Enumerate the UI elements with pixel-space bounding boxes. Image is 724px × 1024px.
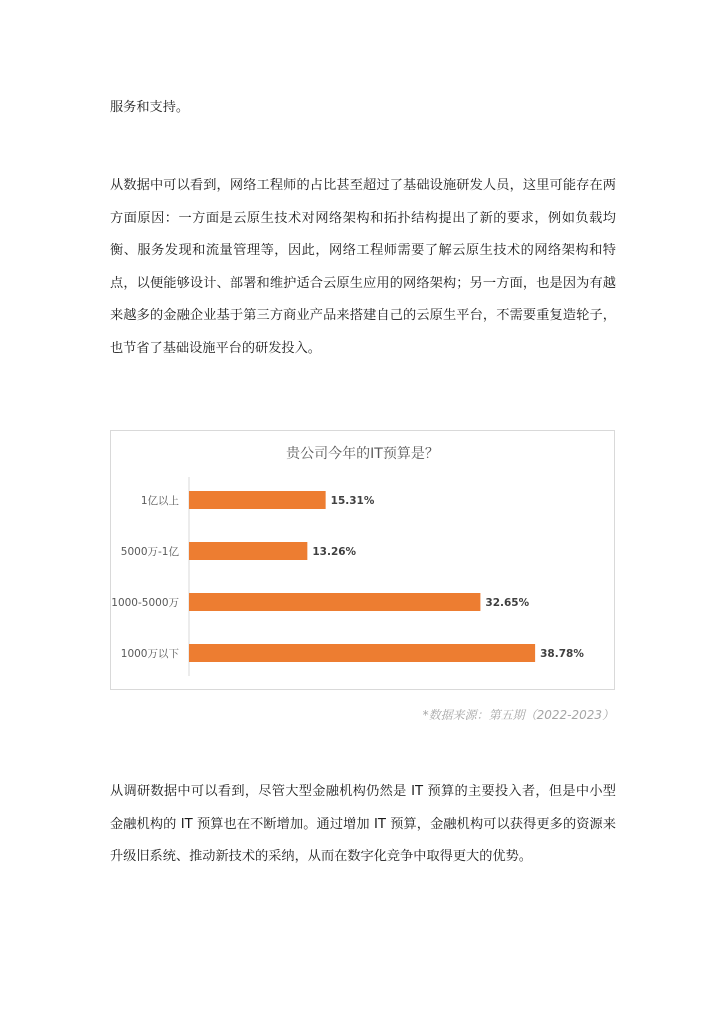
source-note: *数据来源：第五期（2022-2023） <box>422 708 614 722</box>
it-budget-chart <box>110 430 615 690</box>
chart-title: 贵公司今年的IT预算是？ <box>286 446 439 462</box>
bar <box>189 542 307 560</box>
category-label: 1000-5000万 <box>111 597 179 609</box>
category-label: 1000万以下 <box>120 648 179 660</box>
category-label: 5000万-1亿 <box>120 546 179 558</box>
paragraph-1: 服务和支持。 <box>110 100 190 115</box>
data-label: 38.78% <box>540 648 584 660</box>
bar <box>189 491 326 509</box>
data-label: 13.26% <box>312 546 357 558</box>
bar <box>189 644 535 662</box>
category-label: 1亿以上 <box>140 495 179 507</box>
bar <box>189 593 480 611</box>
chart-plot <box>111 431 614 689</box>
data-label: 15.31% <box>330 495 375 507</box>
paragraph-2: 从数据中可以看到，网络工程师的占比甚至超过了基础设施研发人员，这里可能存在两方面原因：一方面是云原生技术对网络架构和拓扑结构提出了新的要求，例如负载均衡、服务发现和流量管理等，因此，网络工程师需要了解云原生技术的网络架构和特点，以便能够设计、部署和维护适合云原生应用的网络架构；另一方面，也是因为有越来越多的金融企业基于第三方商业产品来搭建自己的云原生平台，不需要重复造轮子，也节省了基础设施平台的研发投入。 <box>110 178 616 356</box>
data-label: 32.65% <box>485 597 530 609</box>
paragraph-3: 从调研数据中可以看到，尽管大型金融机构仍然是 IT 预算的主要投入者，但是中小型金融机构的 IT 预算也在不断增加。通过增加 IT 预算，金融机构可以获得更多的资源来升级旧系统、推动新技术的采纳，从而在数字化竞争中取得更大的优势。 <box>110 784 616 864</box>
